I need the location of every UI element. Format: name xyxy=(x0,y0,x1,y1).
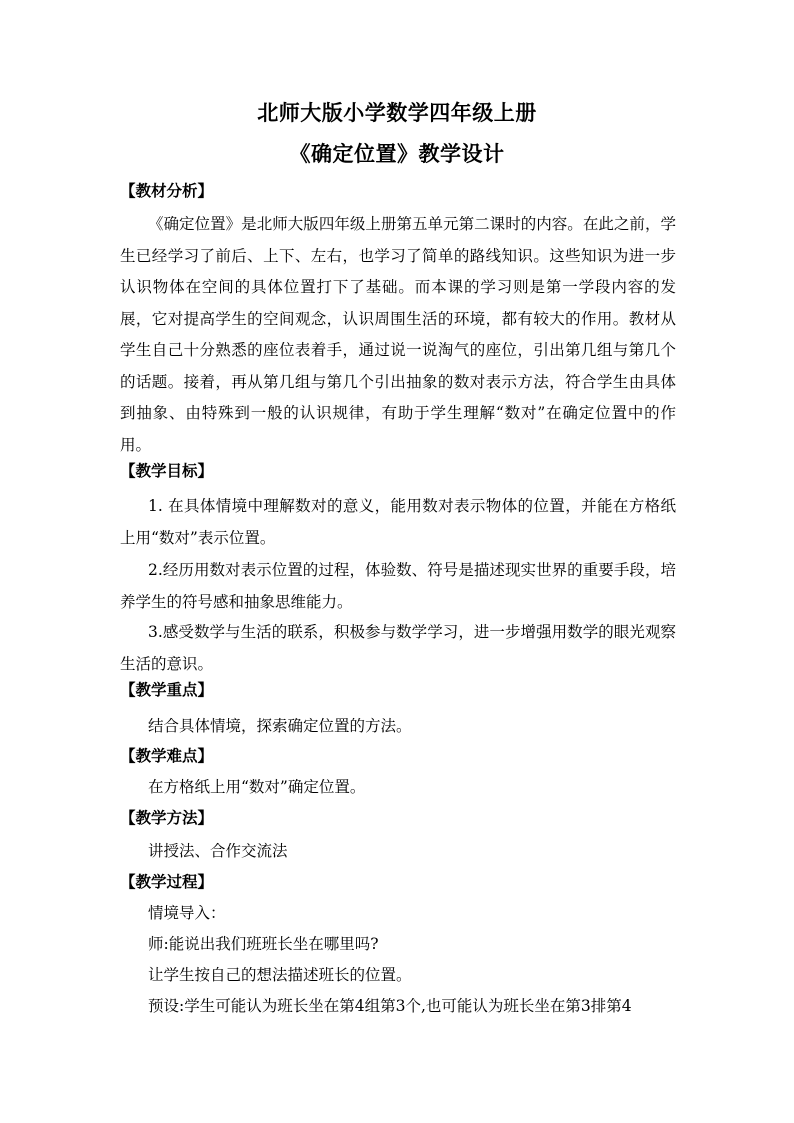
section-heading-process: 【教学过程】 xyxy=(120,872,214,891)
process-line: 情境导入： xyxy=(148,904,226,922)
analysis-paragraph: 《确定位置》是北师大版四年级上册第五单元第二课时的内容。在此之前，学生已经学习了前后、上下、左右，也学习了简单的路线知识。这些知识为进一步认识物体在空间的具体位置打下了基础。而本课的学习则是第一学段内容的发展，它对提高学生的空间观念，认识周围生活的环境，都有较大的作用。教材从学生自己十分熟悉的座位表着手，通过说一说淘气的座位，引出第几组与第几个的话题。接着，再从第几组与第几个引出抽象的数对表示方法，符合学生由具体到抽象、由特殊到一般的认识规律，有助于学生理解“数对”在确定位置中的作用。 xyxy=(120,215,676,454)
process-line: 师:能说出我们班班长坐在哪里吗? xyxy=(148,935,379,953)
section-heading-goals: 【教学目标】 xyxy=(120,461,214,480)
goal-item-1: 1. 在具体情境中理解数对的意义，能用数对表示物体的位置，并能在方格纸上用“数对”表示位置。 xyxy=(120,497,676,547)
document-title: 北师大版小学数学四年级上册 xyxy=(257,100,537,125)
section-heading-difficulty: 【教学难点】 xyxy=(120,746,214,765)
section-heading-method: 【教学方法】 xyxy=(120,808,214,827)
section-heading-analysis: 【教材分析】 xyxy=(120,181,214,200)
section-heading-key-point: 【教学重点】 xyxy=(120,680,214,699)
document-subtitle: 《确定位置》教学设计 xyxy=(289,141,505,166)
method-text: 讲授法、合作交流法 xyxy=(148,842,288,860)
goal-item-3: 3.感受数学与生活的联系，积极参与数学学习，进一步增强用数学的眼光观察生活的意识。 xyxy=(120,623,676,673)
process-line: 让学生按自己的想法描述班长的位置。 xyxy=(148,966,412,984)
process-line: 预设:学生可能认为班长坐在第4组第3个,也可能认为班长坐在第3排第4 xyxy=(148,997,632,1015)
key-point-text: 结合具体情境，探索确定位置的方法。 xyxy=(148,717,412,735)
goal-item-2: 2.经历用数对表示位置的过程，体验数、符号是描述现实世界的重要手段，培养学生的符号感和抽象思维能力。 xyxy=(120,561,676,611)
difficulty-text: 在方格纸上用“数对”确定位置。 xyxy=(148,778,366,796)
